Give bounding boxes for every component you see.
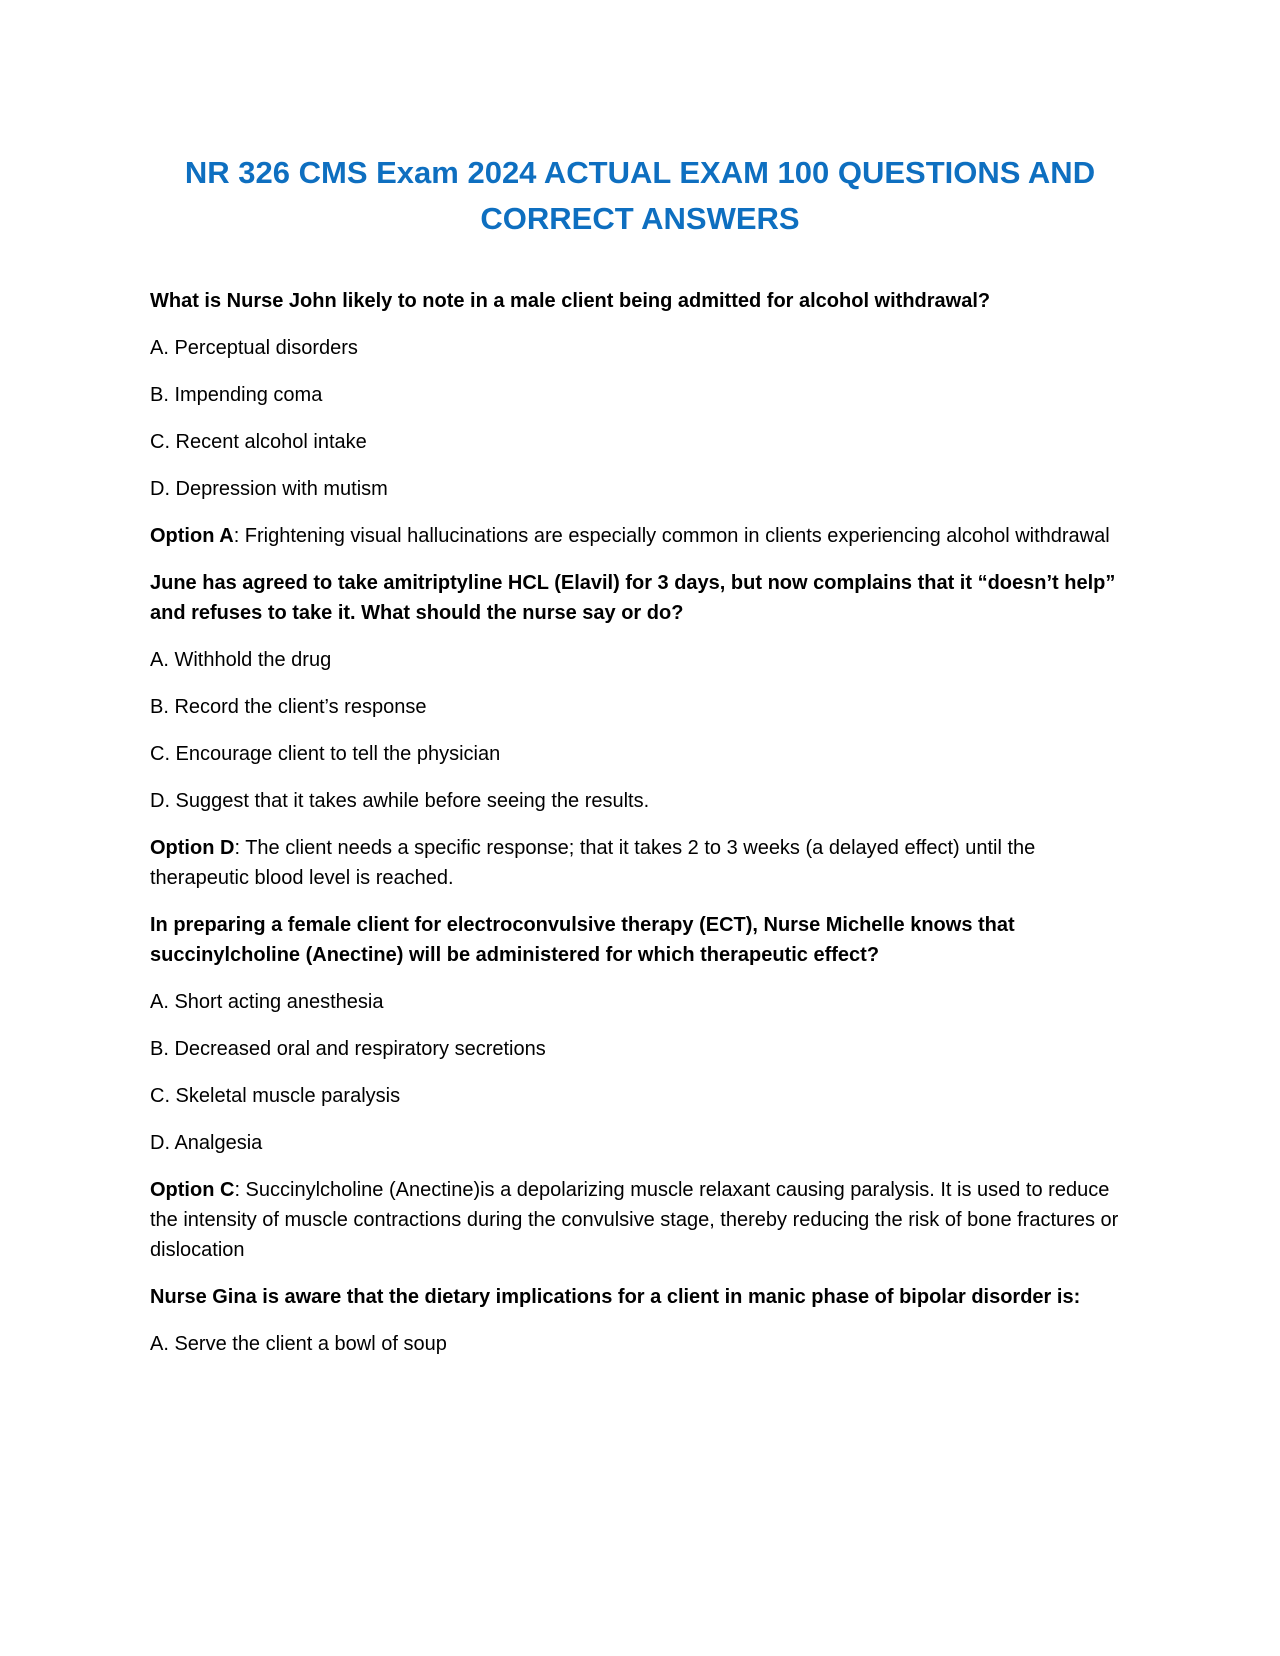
question-text: Nurse Gina is aware that the dietary implications for a client in manic phase of bipolar disorder is: bbox=[150, 1286, 1081, 1308]
answer-text: : The client needs a specific response; that it takes 2 to 3 weeks (a delayed effect) until the therapeutic blood level is reached. bbox=[150, 837, 1036, 889]
answer-explanation bbox=[150, 833, 1130, 893]
answer-option: B. Impending coma bbox=[150, 384, 323, 406]
question-text: June has agreed to take amitriptyline HCL (Elavil) for 3 days, but now complains that it “doesn’t help” and refuses to take it. What should the nurse say or do? bbox=[150, 572, 1116, 624]
answer-option: A. Perceptual disorders bbox=[150, 337, 358, 359]
answer-label: Option D bbox=[150, 837, 235, 859]
answer-option: C. Recent alcohol intake bbox=[150, 431, 367, 453]
answer-option: B. Record the client’s response bbox=[150, 696, 427, 718]
answer-option: C. Encourage client to tell the physician bbox=[150, 743, 501, 765]
answer-option: C. Skeletal muscle paralysis bbox=[150, 1085, 401, 1107]
answer-option: A. Withhold the drug bbox=[150, 649, 332, 671]
answer-text: : Frightening visual hallucinations are especially common in clients experiencing alcohol withdrawal bbox=[233, 525, 1110, 547]
answer-label: Option A bbox=[150, 525, 234, 547]
document-title: NR 326 CMS Exam 2024 ACTUAL EXAM 100 QUESTIONS AND CORRECT ANSWERS bbox=[184, 155, 1096, 236]
question-block bbox=[150, 910, 1130, 1265]
answer-option: B. Decreased oral and respiratory secretions bbox=[150, 1038, 546, 1060]
answer-option: D. Analgesia bbox=[150, 1132, 263, 1154]
answer-option: D. Suggest that it takes awhile before seeing the results. bbox=[150, 790, 650, 812]
answer-explanation bbox=[150, 521, 1130, 551]
answer-option: A. Serve the client a bowl of soup bbox=[150, 1333, 447, 1355]
answer-label: Option C bbox=[150, 1179, 235, 1201]
answer-text: : Succinylcholine (Anectine)is a depolarizing muscle relaxant causing paralysis. It is used to reduce the intensity of muscle contractions during the convulsive stage, thereby reducing the risk of bone fractures or dislocation bbox=[150, 1179, 1119, 1261]
question-block bbox=[150, 286, 1130, 551]
question-block bbox=[150, 1282, 1130, 1359]
question-block bbox=[150, 568, 1130, 893]
answer-option: D. Depression with mutism bbox=[150, 478, 388, 500]
answer-explanation bbox=[150, 1175, 1130, 1265]
answer-option: A. Short acting anesthesia bbox=[150, 991, 384, 1013]
question-text: What is Nurse John likely to note in a male client being admitted for alcohol withdrawal? bbox=[150, 290, 991, 312]
question-text: In preparing a female client for electroconvulsive therapy (ECT), Nurse Michelle knows that succinylcholine (Anectine) will be administered for which therapeutic effect? bbox=[150, 914, 1015, 966]
